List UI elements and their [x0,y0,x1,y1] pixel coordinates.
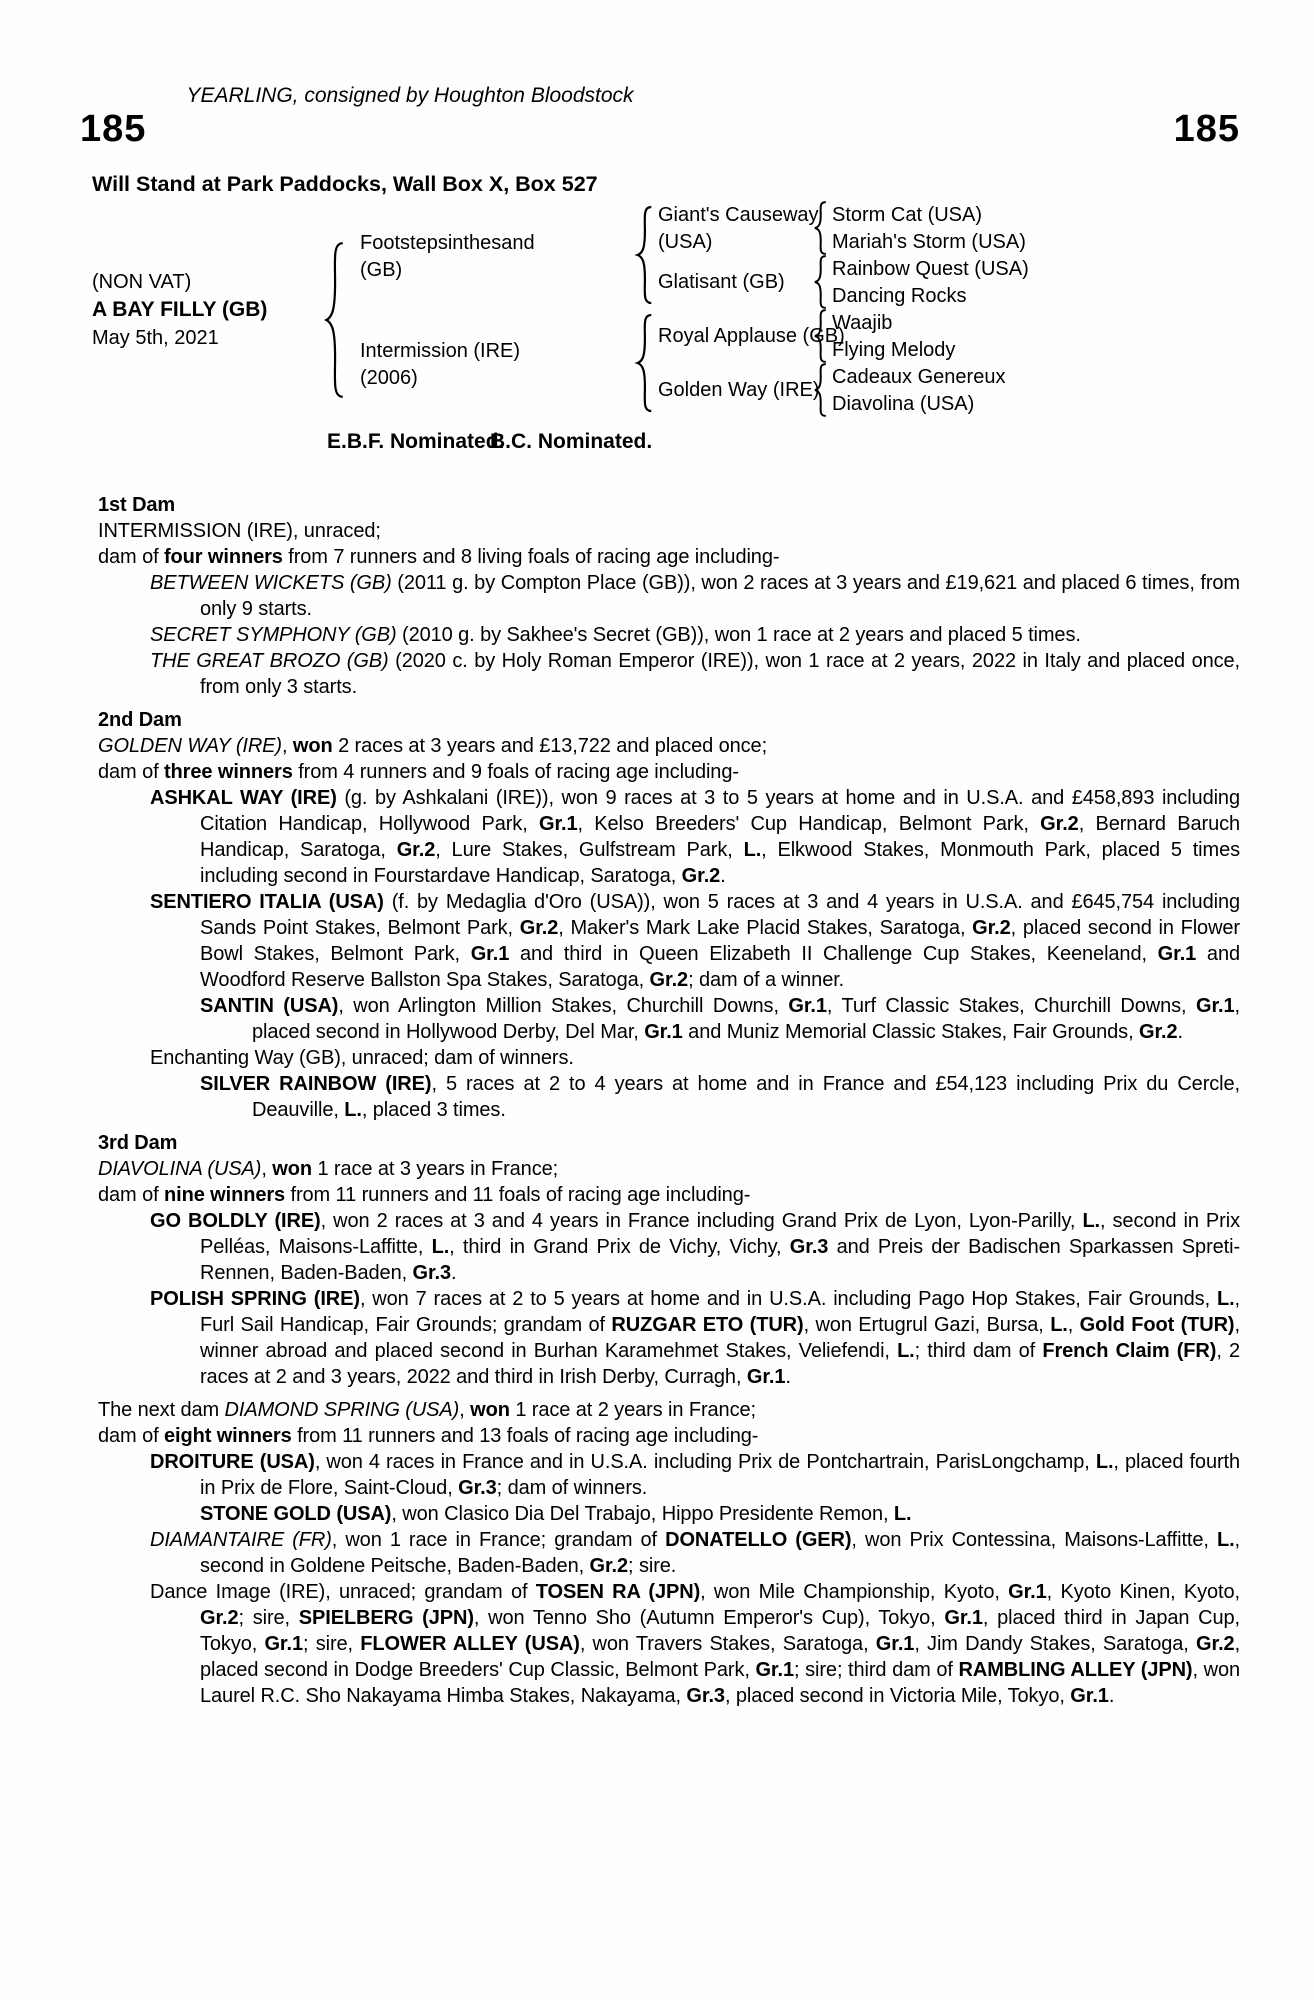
text-segment: , third in Grand Prix de Vichy, Vichy, [449,1236,790,1258]
text-segment: French Claim (FR) [1042,1340,1217,1362]
pedigree-dam [360,338,520,392]
sire-sire-name: Giant's Causeway [658,204,819,226]
text-segment: INTERMISSION (IRE), unraced; [98,520,381,542]
text-segment: , placed second in Flower Bowl Stakes, Belmont Park, [200,917,1240,965]
text-segment: , won Travers Stakes, Saratoga, [579,1633,876,1655]
pedigree-paragraph [98,544,1240,570]
pedigree-paragraph [98,1182,1240,1208]
text-segment: BETWEEN WICKETS (GB) [150,572,392,594]
text-segment: , won Prix Contessina, Maisons-Laffitte, [851,1529,1217,1551]
text-segment: . [785,1366,791,1388]
brace-sire-parents [634,205,654,305]
text-segment: , Maker's Mark Lake Placid Stakes, Saratoga, [558,917,973,939]
text-segment: TOSEN RA (JPN) [535,1581,701,1603]
text-segment: Gr.1 [1157,943,1197,965]
stand-location-line: Will Stand at Park Paddocks, Wall Box X, Box 527 [92,172,598,196]
text-segment: ; third dam of [914,1340,1043,1362]
text-segment: , placed fourth in Prix de Flore, Saint-Cloud, [200,1451,1241,1499]
text-segment: dam of [98,761,164,783]
text-segment: ASHKAL WAY (IRE) [150,787,337,809]
pedigree-paragraph [98,1501,1240,1527]
text-segment: THE GREAT BROZO (GB) [150,650,389,672]
text-segment: Gr.1 [264,1633,303,1655]
text-segment: STONE GOLD (USA) [200,1503,392,1525]
text-segment: FLOWER ALLEY (USA) [360,1633,580,1655]
text-segment: ; dam of winners. [496,1477,648,1499]
text-segment: ; sire, [303,1633,361,1655]
pedigree-gen4-name: Rainbow Quest (USA) [832,258,1029,280]
brace-gen4-pair4 [812,363,828,417]
text-segment: Gr.2 [1139,1021,1178,1043]
foaling-date: May 5th, 2021 [92,327,219,349]
text-segment: , Furl Sail Handicap, Fair Grounds; grandam of [200,1288,1240,1336]
text-segment: , second in Prix Pelléas, Maisons-Laffitte, [200,1210,1240,1258]
text-segment: DIAMANTAIRE (FR) [150,1529,332,1551]
brace-gen4-pair2 [812,255,828,309]
text-segment: (2010 g. by Sakhee's Secret (GB)), won 1 race at 2 years and placed 5 times. [396,624,1081,646]
pedigree-paragraph [98,1527,1240,1579]
text-segment: SPIELBERG (JPN) [298,1607,474,1629]
section-heading: 3rd Dam [98,1132,178,1154]
text-segment: Gr.1 [755,1659,794,1681]
text-segment: ; sire, [238,1607,299,1629]
text-segment: , Turf Classic Stakes, Churchill Downs, [826,995,1196,1017]
text-segment: , won Arlington Million Stakes, Churchill Downs, [338,995,789,1017]
text-segment: eight winners [164,1425,292,1447]
vat-status: (NON VAT) [92,271,192,293]
pedigree-dam-dam: Golden Way (IRE) [658,379,820,401]
section-heading: 1st Dam [98,494,176,516]
pedigree-paragraph [98,1156,1240,1182]
text-segment: from 7 runners and 8 living foals of racing age including- [282,546,780,568]
text-segment: dam of [98,1184,164,1206]
pedigree-gen4-name: Flying Melody [832,339,956,361]
text-segment: , Jim Dandy Stakes, Saratoga, [914,1633,1197,1655]
text-segment: (2020 c. by Holy Roman Emperor (IRE)), won 1 race at 2 years, 2022 in Italy and placed once, from only 3 starts. [200,650,1240,698]
text-segment: and Woodford Reserve Ballston Spa Stakes, Saratoga, [200,943,1240,991]
text-segment: , won Laurel R.C. Sho Nakayama Himba Stakes, Nakayama, [200,1659,1241,1707]
pedigree-sire-dam: Glatisant (GB) [658,271,785,293]
pedigree-sire-sire [658,202,819,256]
pedigree-paragraph [98,993,1240,1045]
pedigree-paragraph [98,570,1240,622]
text-segment: Gr.2 [200,1607,239,1629]
text-segment: Gr.3 [458,1477,497,1499]
text-segment: from 11 runners and 13 foals of racing age including- [291,1425,759,1447]
text-segment: nine winners [164,1184,286,1206]
text-segment: . [451,1262,457,1284]
text-segment: 1 race at 2 years in France; [509,1399,756,1421]
text-segment: , [1067,1314,1080,1336]
pedigree-gen4-name: Waajib [832,312,893,334]
text-segment: ; dam of a winner. [688,969,845,991]
text-segment: , won 1 race in France; grandam of [331,1529,666,1551]
pedigree-paragraph [98,1449,1240,1501]
brace-generation1 [322,240,346,400]
lot-number-left: 185 [80,108,147,150]
text-segment: Gr.2 [972,917,1011,939]
pedigree-paragraph [98,1208,1240,1286]
subject-name: A BAY FILLY (GB) [92,298,268,321]
text-segment: , Lure Stakes, Gulfstream Park, [435,839,744,861]
text-segment: , 2 races at 2 and 3 years, 2022 and third in Irish Derby, Curragh, [200,1340,1240,1388]
pedigree-gen4-name: Dancing Rocks [832,285,967,307]
text-segment: (2011 g. by Compton Place (GB)), won 2 races at 3 years and £19,621 and placed 6 times, from only 9 starts. [200,572,1240,620]
pedigree-paragraph [98,889,1240,993]
dam-section [98,707,1240,1123]
text-segment: , placed second in Hollywood Derby, Del Mar, [252,995,1240,1043]
text-segment: and Muniz Memorial Classic Stakes, Fair Grounds, [682,1021,1139,1043]
text-segment: SILVER RAINBOW (IRE) [200,1073,432,1095]
brace-gen4-pair3 [812,309,828,363]
text-segment: L. [897,1340,915,1362]
text-segment: , Bernard Baruch Handicap, Saratoga, [200,813,1241,861]
bc-nomination: B.C. Nominated. [490,430,653,453]
pedigree-paragraph [98,785,1240,889]
text-segment: Gr.2 [681,865,721,887]
text-segment: Gr.1 [746,1366,786,1388]
text-segment: , won 4 races in France and in U.S.A. including Prix de Pontchartrain, ParisLongchamp, [314,1451,1096,1473]
pedigree-paragraph [98,518,1240,544]
pedigree-gen4-name: Diavolina (USA) [832,393,975,415]
text-segment: (f. by Medaglia d'Oro (USA)), won 5 races at 3 and 4 years in U.S.A. and £645,754 including Sands Point Stakes, Belmont Park, [200,891,1240,939]
text-segment: dam of [98,1425,164,1447]
text-segment: DIAMOND SPRING (USA) [224,1399,460,1421]
text-segment: GOLDEN WAY (IRE) [98,735,282,757]
text-segment: Gr.2 [519,917,559,939]
text-segment: L. [431,1236,450,1258]
text-segment: from 11 runners and 11 foals of racing age including- [285,1184,751,1206]
text-segment: L. [893,1503,912,1525]
text-segment: ; sire. [628,1555,677,1577]
pedigree-paragraph [98,1071,1240,1123]
text-segment: Gr.1 [944,1607,983,1629]
text-segment: L. [743,839,762,861]
text-segment: DIAVOLINA (USA) [98,1158,262,1180]
pedigree-sire [360,230,535,284]
subject-block [92,268,267,352]
text-segment: Gr.1 [470,943,510,965]
text-segment: L. [344,1099,362,1121]
text-segment: 1 race at 3 years in France; [311,1158,559,1180]
lot-number-right: 185 [1173,108,1240,150]
text-segment: Dance Image (IRE), unraced; grandam of [150,1581,536,1603]
text-segment: , [261,1158,273,1180]
text-segment: The next dam [98,1399,225,1421]
pedigree-dam-sire: Royal Applause (GB) [658,325,845,347]
text-segment: , winner abroad and placed second in Burhan Karamehmet Stakes, Veliefendi, [200,1314,1240,1362]
text-segment: , 5 races at 2 to 4 years at home and in France and £54,123 including Prix du Cercle, Deauville, [252,1073,1240,1121]
text-segment: , won Tenno Sho (Autumn Emperor's Cup), Tokyo, [473,1607,945,1629]
text-segment: SENTIERO ITALIA (USA) [150,891,384,913]
text-segment: Gr.3 [789,1236,829,1258]
pedigree-paragraph [98,1045,1240,1071]
text-segment: dam of [98,546,164,568]
text-segment: RUZGAR ETO (TUR) [611,1314,804,1336]
pedigree-paragraph [98,1286,1240,1390]
text-segment: , placed third in Japan Cup, Tokyo, [200,1607,1240,1655]
text-segment: (g. by Ashkalani (IRE)), won 9 races at 3 to 5 years at home and in U.S.A. and £458,893 including Citation Handicap, Hollywood Park, [200,787,1240,835]
pedigree-paragraph [98,648,1240,700]
pedigree-paragraph [98,1423,1240,1449]
text-segment: POLISH SPRING (IRE) [150,1288,360,1310]
text-segment: Gr.3 [686,1685,725,1707]
text-segment: L. [1095,1451,1114,1473]
text-segment: and third in Queen Elizabeth II Challenge Cup Stakes, Keeneland, [509,943,1158,965]
text-segment: won [272,1158,312,1180]
pedigree-paragraph [98,1397,1240,1423]
text-segment: Gr.2 [589,1555,629,1577]
text-segment: , second in Goldene Peitsche, Baden-Baden, [200,1529,1241,1577]
text-segment: from 4 runners and 9 foals of racing age including- [292,761,739,783]
dam-name: Intermission (IRE) [360,340,521,362]
text-segment: won [292,735,333,757]
text-segment: and Preis der Badischen Sparkassen Spreti-Rennen, Baden-Baden, [200,1236,1241,1284]
text-segment: , [282,735,293,757]
brace-gen4-pair1 [812,201,828,255]
pedigree-sections [98,492,1240,1709]
text-segment: , placed second in Dodge Breeders' Cup Classic, Belmont Park, [200,1633,1241,1681]
text-segment: , won Ertugrul Gazi, Bursa, [803,1314,1051,1336]
text-segment: , won Clasico Dia Del Trabajo, Hippo Presidente Remon, [391,1503,894,1525]
text-segment: Gr.2 [649,969,689,991]
text-segment: SANTIN (USA) [200,995,339,1017]
text-segment: , Kelso Breeders' Cup Handicap, Belmont Park, [577,813,1041,835]
text-segment: Gr.1 [1195,995,1235,1017]
dam-section [98,492,1240,700]
dam-section [98,1397,1240,1709]
text-segment: Gr.2 [1196,1633,1235,1655]
text-segment: RAMBLING ALLEY (JPN) [958,1659,1193,1681]
text-segment: . [1108,1685,1115,1707]
text-segment: Gr.1 [1008,1581,1047,1603]
text-segment: Gr.1 [875,1633,915,1655]
dam-section [98,1130,1240,1390]
brace-dam-parents [634,313,654,413]
text-segment: SECRET SYMPHONY (GB) [150,624,397,646]
text-segment: Gr.3 [412,1262,452,1284]
text-segment: , Elkwood Stakes, Monmouth Park, placed 5 times including second in Fourstardave Handicap, Saratoga, [200,839,1240,887]
text-segment: DONATELLO (GER) [665,1529,852,1551]
sire-sire-suffix: (USA) [658,231,713,253]
text-segment: L. [1216,1529,1235,1551]
text-segment: , won 7 races at 2 to 5 years at home and in U.S.A. including Pago Hop Stakes, Fair Grounds, [359,1288,1217,1310]
text-segment: , won 2 races at 3 and 4 years in France including Grand Prix de Lyon, Lyon-Parilly, [320,1210,1083,1232]
text-segment: , Kyoto Kinen, Kyoto, [1046,1581,1240,1603]
sire-name: Footstepsinthesand [360,232,535,254]
text-segment: , won Mile Championship, Kyoto, [700,1581,1009,1603]
ebf-nomination: E.B.F. Nominated. [327,430,505,453]
text-segment: 2 races at 3 years and £13,722 and placed once; [332,735,768,757]
text-segment: . [1177,1021,1183,1043]
text-segment: L. [1216,1288,1235,1310]
pedigree-paragraph [98,622,1240,648]
sire-suffix: (GB) [360,259,403,281]
text-segment: three winners [164,761,293,783]
text-segment: ; sire; third dam of [794,1659,959,1681]
pedigree-paragraph [98,759,1240,785]
text-segment: , [459,1399,471,1421]
text-segment: Gr.1 [538,813,578,835]
text-segment: Gr.1 [1070,1685,1109,1707]
text-segment: Gold Foot (TUR) [1079,1314,1235,1336]
text-segment: Gr.1 [788,995,827,1017]
text-segment: Gr.2 [1040,813,1079,835]
text-segment: Gr.2 [396,839,436,861]
text-segment: . [720,865,726,887]
text-segment: L. [1082,1210,1101,1232]
pedigree-paragraph [98,733,1240,759]
text-segment: , placed 3 times. [361,1099,506,1121]
section-heading: 2nd Dam [98,709,182,731]
pedigree-gen4-name: Storm Cat (USA) [832,204,983,226]
pedigree-gen4-name: Cadeaux Genereux [832,366,1006,388]
pedigree-paragraph [98,1579,1240,1709]
text-segment: , placed second in Victoria Mile, Tokyo, [724,1685,1071,1707]
dam-year: (2006) [360,367,418,389]
pedigree-gen4-name: Mariah's Storm (USA) [832,231,1026,253]
text-segment: Gr.1 [644,1021,683,1043]
text-segment: DROITURE (USA) [150,1451,315,1473]
text-segment: Enchanting Way (GB), unraced; dam of winners. [150,1047,574,1069]
consignor-line: YEARLING, consigned by Houghton Bloodstock [186,84,634,107]
text-segment: GO BOLDLY (IRE) [150,1210,321,1232]
text-segment: won [470,1399,510,1421]
text-segment: L. [1050,1314,1068,1336]
text-segment: four winners [164,546,283,568]
